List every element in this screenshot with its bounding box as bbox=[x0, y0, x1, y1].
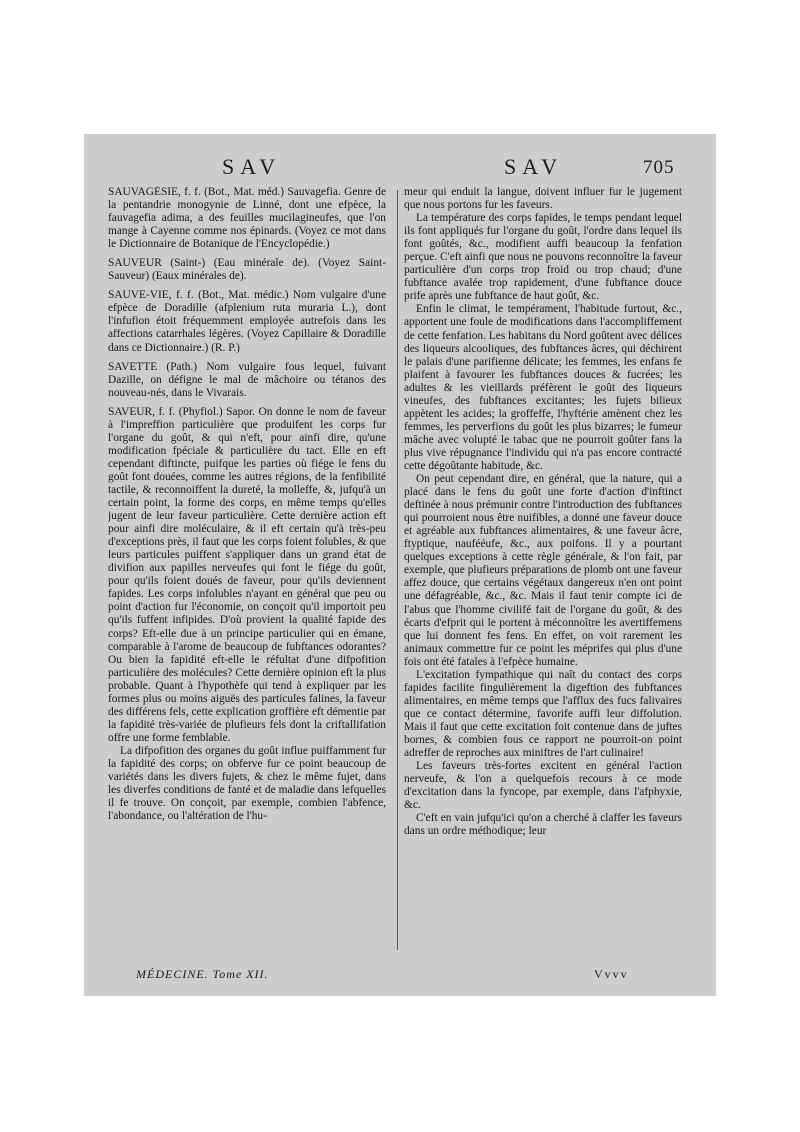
paragraph: Enfin le climat, le tempérament, l'habitude furtout, &c., apportent une foule de modifications dans l'accompliffement de cette fenfation. Les habitans du Nord goûtent avec délices des liqueurs alcooliques, des fubftances âcres, qui déchirent le palais d'une parifienne délicate; les femmes, les enfans fe plaifent à favourer les fubftances douces & fucrées; les adultes & les vieillards préfèrent le goût des liqueurs vineufes, des fubftances excitantes; les fujets bilieux appètent les acides; la groffeffe, l'hyftérie amènent chez les femmes, les perverfions du goût les plus bizarres; le fumeur mâche avec volupté le tabac que ne pourroit goûter fans la plus vive répugnance l'individu qui n'a pas encore contracté cette dégoûtante habitude, &c. bbox=[404, 303, 682, 472]
footer-signature: Vvvv bbox=[594, 967, 629, 981]
paragraph: On peut cependant dire, en général, que la nature, qui a placé dans le fens du goût une forte d'action d'inftinct deftinée à nous prémunir contre l'introduction des fubftances qui pourroient nous être nuifibles, a donné une faveur douce et agréable aux fubftances alimentaires, & une faveur âcre, ftyptique, naufééufe, &c., aux poifons. Il y a pourtant quelques exceptions à cette règle générale, & l'on fait, par exemple, que plufieurs préparations de plomb ont une faveur affez douce, que certains végétaux dangereux n'en ont point une défagréable, &c., &c. Mais il faut tenir compte ici de l'abus que l'homme civilifé fait de l'organe du goût, & des écarts d'efprit qui le portent à méconnoître les avertiffemens que lui donnent fes fens. En effet, on voit rarement les animaux commettre fur ce point les méprifes qui plus d'une fois ont été fatales à l'efpèce humaine. bbox=[404, 473, 682, 668]
right-column bbox=[404, 186, 682, 958]
running-head-right: SAV bbox=[504, 154, 564, 179]
entry-saveur: SAVEUR, f. f. (Phyfiol.) Sapor. On donne le nom de faveur à l'impreffion particulière que produifent les corps fur l'organe du goût, & qui n'eft, pour ainfi dire, qu'une modification fpéciale & particulière du tact. Elle en eft cependant diftincte, puifque les parties où fiége le fens du goût font douées, comme les autres régions, de la fenfibilité tactile, & reconnoiffent la dureté, la molleffe, &, jufqu'à un certain point, la forme des corps, en même temps qu'elles jugent de leur faveur particulière. Cette dernière action eft pour ainfi dire moléculaire, & il eft certain qu'à très-peu d'exceptions près, il faut que les corps foient folubles, & que leurs particules puiffent s'appliquer dans un grand état de divifion aux papilles nerveufes qui font le fiége du goût, pour qu'ils foient doués de faveur, pour qu'ils deviennent fapides. Les corps infolubles n'ayant en général que peu ou point d'action fur l'économie, on conçoit qu'il importoit peu qu'ils fuffent infipides. D'où provient la qualité fapide des corps? Eft-elle due à un principe particulier qui en émane, comparable à l'arome de beaucoup de fubftances odorantes? Ou bien la fapidité eft-elle le réfultat d'une difpofition particulière des molécules? Cette dernière opinion eft la plus probable. Quant à l'hypothèfe qui tend à expliquer par les formes plus ou moins aiguës des particules falines, la faveur des différens fels, cette explication groffière eft démentie par la fapidité très-variée de plufieurs fels dont la criftallifation offre une forme femblable. bbox=[108, 405, 386, 744]
entry-sauvagesie: SAUVAGÉSIE, f. f. (Bot., Mat. méd.) Sauvagefia. Genre de la pentandrie monogynie de Linné, dont une efpèce, la fauvagefia adima, a des feuilles mucilagineufes, que l'on mange à Cayenne comme nos épinards. (Voyez ce mot dans le Dictionnaire de Botanique de l'Encyclopédie.) bbox=[108, 186, 386, 251]
entry-sauve-vie: SAUVE-VIE, f. f. (Bot., Mat. médic.) Nom vulgaire d'une efpèce de Doradille (afplenium ruta muraria L.), dont l'infufion étoit fréquemment employée autrefois dans les affections catarrhales légères. (Voyez Capillaire & Doradille dans ce Dictionnaire.) (R. P.) bbox=[108, 289, 386, 354]
paragraph: meur qui enduit la langue, doivent influer fur le jugement que nous portons fur les faveurs. bbox=[404, 186, 682, 212]
paragraph: La température des corps fapides, le temps pendant lequel ils font appliqués fur l'organe du goût, l'ordre dans lequel ils font goûtés, &c., modifient auffi beaucoup la fenfation perçue. C'eft ainfi que nous ne pouvons reconnoître la faveur particulière d'un corps trop froid ou trop chaud; d'une fubftance avalée trop rapidement, d'une fubftance douce prife après une fubftance de haut goût, &c. bbox=[404, 212, 682, 303]
paragraph: La difpofition des organes du goût influe puiffamment fur la fapidité des corps; on obferve fur ce point beaucoup de variétés dans les divers fujets, & chez le même fujet, dans les diverfes conditions de fanté et de maladie dans lefquelles il fe trouve. On conçoit, par exemple, combien l'abfence, l'abondance, ou l'altération de l'hu- bbox=[108, 744, 386, 823]
column-divider bbox=[397, 190, 398, 950]
entry-savette: SAVETTE (Path.) Nom vulgaire fous lequel, fuivant Dazille, on défigne le mal de mâchoire ou tétanos des nouveau-nés, dans le Vivarais. bbox=[108, 360, 386, 399]
paragraph: L'excitation fympathique qui naît du contact des corps fapides facilite fingulièrement la digeftion des fubftances alimentaires, en même temps que l'afflux des fucs falivaires que ce contact détermine, favorife auffi leur diffolution. Mais il faut que cette excitation foit contenue dans de juftes bornes, & combien fous ce rapport ne pourroit-on point adreffer de reproches aux miniftres de l'art culinaire! bbox=[404, 668, 682, 760]
left-column bbox=[108, 186, 386, 958]
paragraph: Les faveurs très-fortes excitent en général l'action nerveufe, & l'on a quelquefois recours à ce mode d'excitation dans la fyncope, par exemple, dans l'afphyxie, &c. bbox=[404, 760, 682, 812]
scanned-page bbox=[84, 134, 716, 996]
page-number: 705 bbox=[643, 157, 675, 178]
footer-volume: MÉDECINE. Tome XII. bbox=[136, 967, 269, 981]
paragraph: C'eft en vain jufqu'ici qu'on a cherché à claffer les faveurs dans un ordre méthodique; leur bbox=[404, 812, 682, 838]
running-head-left: SAV bbox=[222, 154, 282, 179]
entry-sauveur: SAUVEUR (Saint-) (Eau minérale de). (Voyez Saint-Sauveur) (Eaux minérales de). bbox=[108, 257, 386, 283]
